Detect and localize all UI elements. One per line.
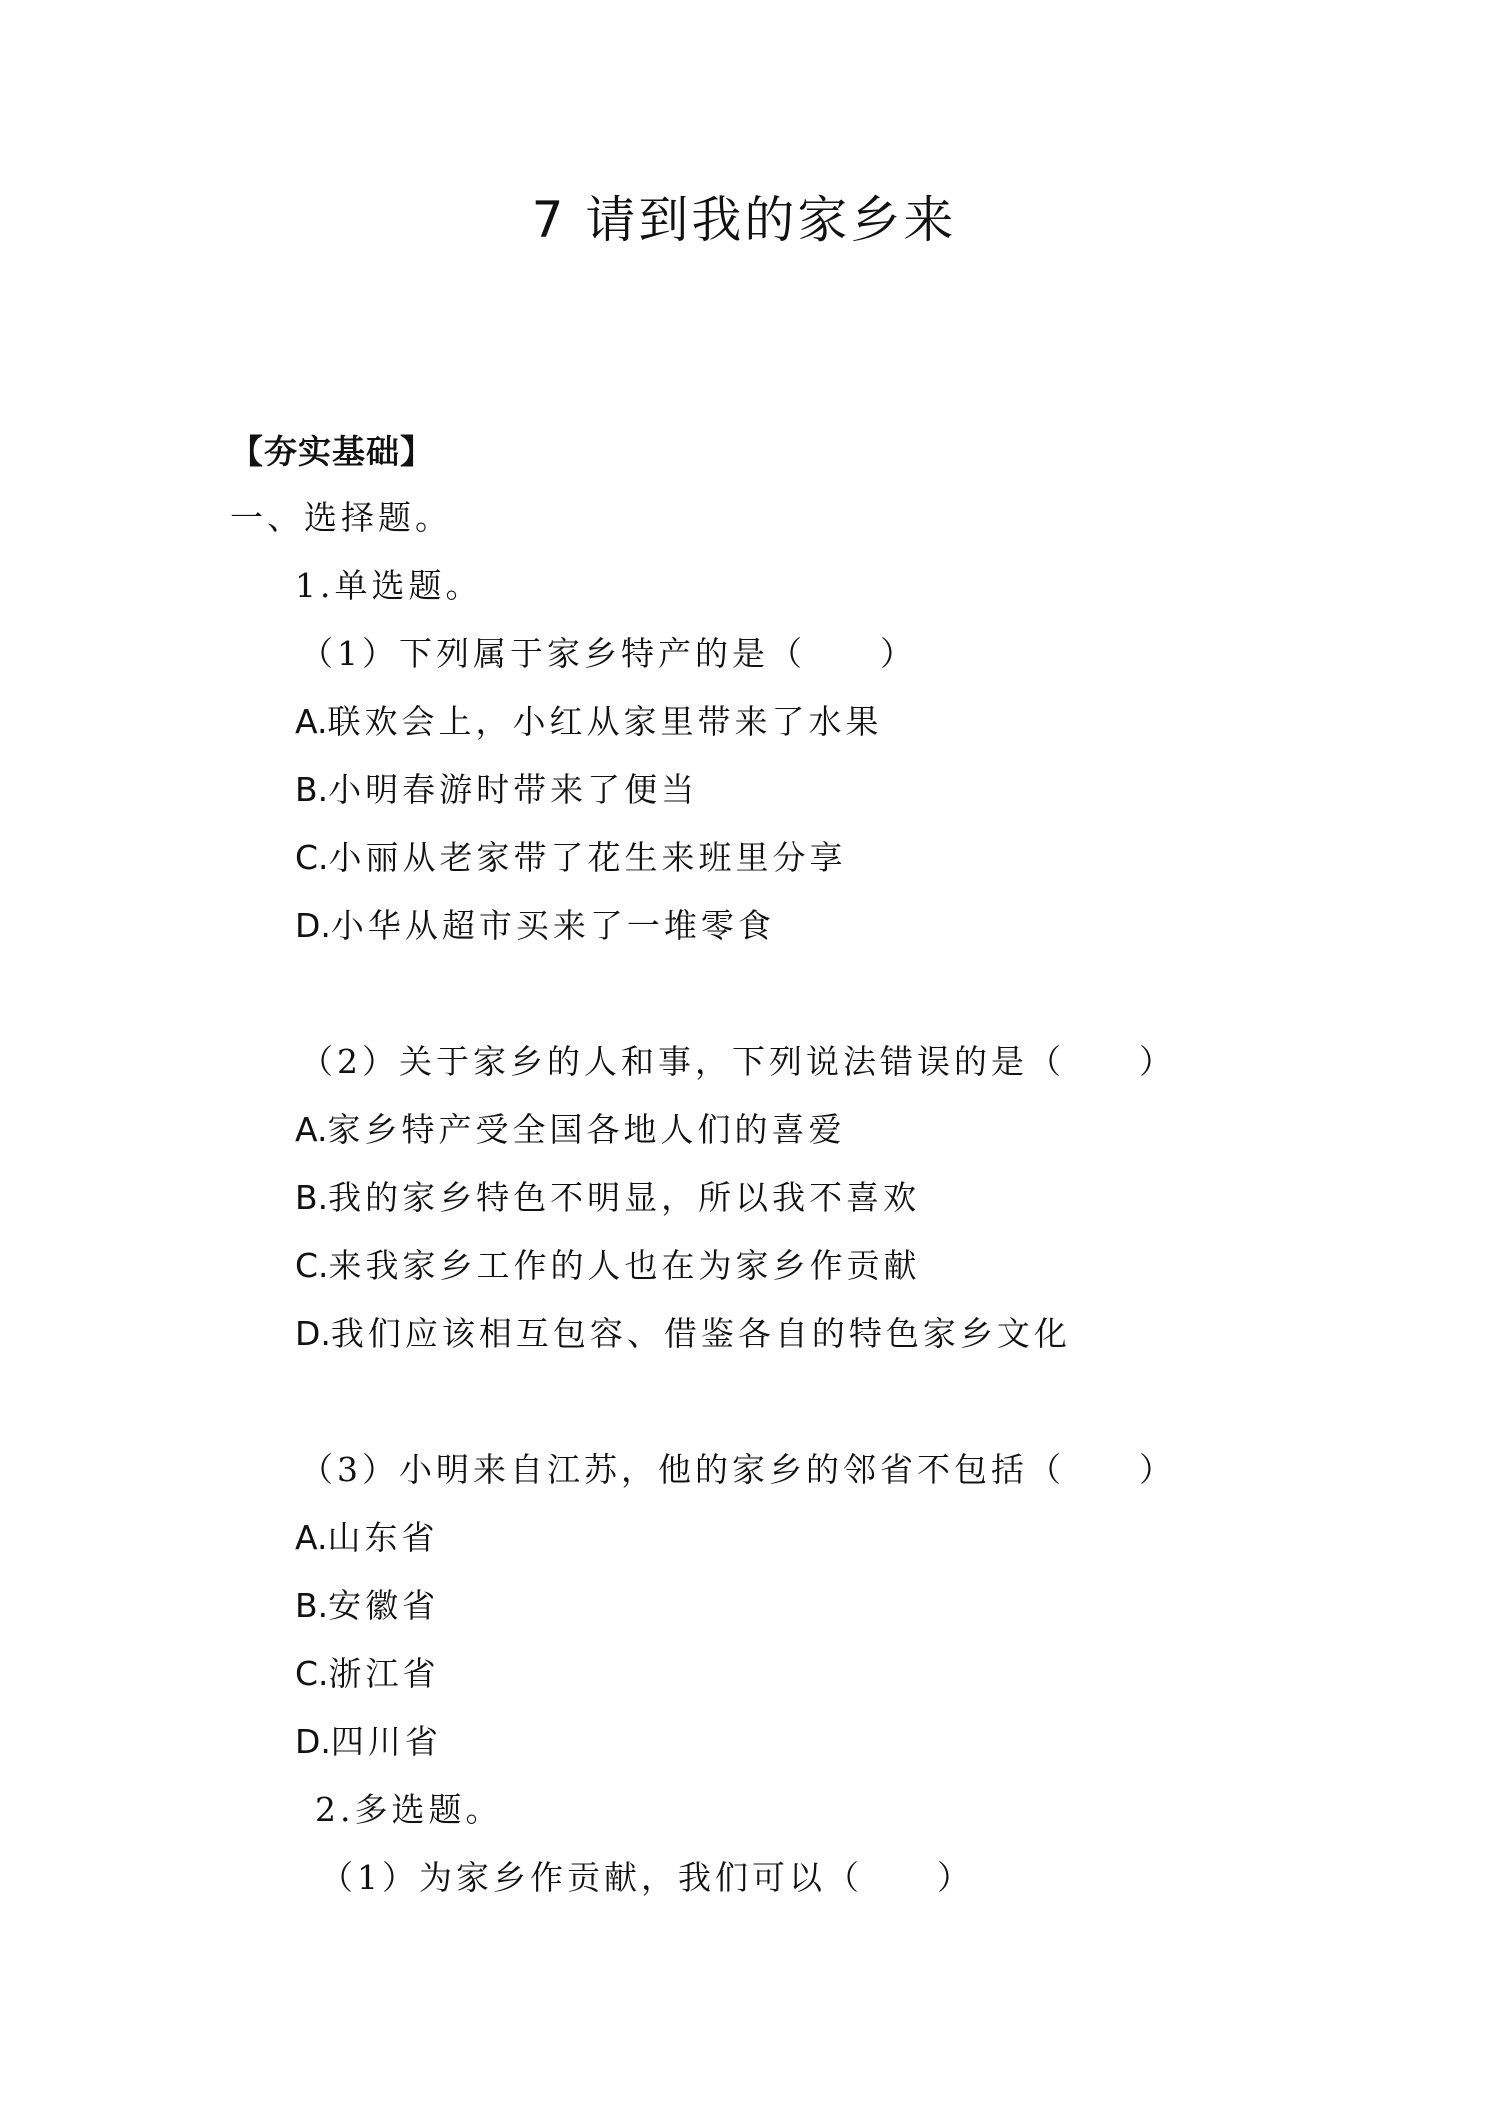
question-3-option-d	[295, 1722, 442, 1762]
option-letter: A.	[295, 702, 328, 741]
question-1-option-c	[295, 838, 847, 878]
option-letter: D.	[295, 906, 331, 945]
option-text: 四川省	[330, 1722, 442, 1761]
option-text: 小明春游时带来了便当	[328, 770, 699, 809]
question-1-option-a	[295, 702, 882, 742]
option-letter: C.	[295, 1654, 329, 1693]
option-text: 安徽省	[328, 1586, 440, 1625]
question-1-stem: （1）下列属于家乡特产的是（ ）	[300, 634, 917, 673]
option-letter: D.	[295, 1314, 331, 1353]
question-2-option-c	[295, 1246, 921, 1286]
question-3-option-b	[295, 1586, 439, 1626]
part-heading-choice: 一、选择题。	[230, 498, 452, 537]
section-heading: 【夯实基础】	[230, 432, 434, 471]
option-text: 来我家乡工作的人也在为家乡作贡献	[328, 1246, 921, 1285]
multi-choice-heading: 2.多选题。	[315, 1790, 503, 1829]
multi-question-1-stem: （1）为家乡作贡献，我们可以（ ）	[320, 1858, 974, 1897]
question-1-option-b	[295, 770, 698, 810]
option-letter: B.	[295, 770, 329, 809]
option-text: 家乡特产受全国各地人们的喜爱	[327, 1110, 846, 1149]
option-letter: C.	[295, 838, 329, 877]
question-2-option-b	[295, 1178, 920, 1218]
option-letter: A.	[295, 1110, 328, 1149]
question-2-stem: （2）关于家乡的人和事，下列说法错误的是（ ）	[300, 1042, 1176, 1081]
question-3-stem: （3）小明来自江苏，他的家乡的邻省不包括（ ）	[300, 1450, 1176, 1489]
option-text: 小华从超市买来了一堆零食	[330, 906, 775, 945]
option-text: 我的家乡特色不明显，所以我不喜欢	[328, 1178, 921, 1217]
option-letter: B.	[295, 1178, 329, 1217]
option-text: 浙江省	[328, 1654, 440, 1693]
option-letter: B.	[295, 1586, 329, 1625]
question-2-option-a	[295, 1110, 845, 1150]
question-2-option-d	[295, 1314, 1071, 1354]
option-letter: C.	[295, 1246, 329, 1285]
option-text: 山东省	[327, 1518, 439, 1557]
question-3-option-c	[295, 1654, 440, 1694]
single-choice-heading: 1.单选题。	[295, 566, 483, 605]
option-letter: D.	[295, 1722, 331, 1761]
question-1-option-d	[295, 906, 775, 946]
page-title: 7 请到我的家乡来	[531, 191, 957, 249]
option-letter: A.	[295, 1518, 328, 1557]
option-text: 我们应该相互包容、借鉴各自的特色家乡文化	[330, 1314, 1071, 1353]
question-3-option-a	[295, 1518, 438, 1558]
option-text: 小丽从老家带了花生来班里分享	[328, 838, 847, 877]
option-text: 联欢会上，小红从家里带来了水果	[327, 702, 883, 741]
